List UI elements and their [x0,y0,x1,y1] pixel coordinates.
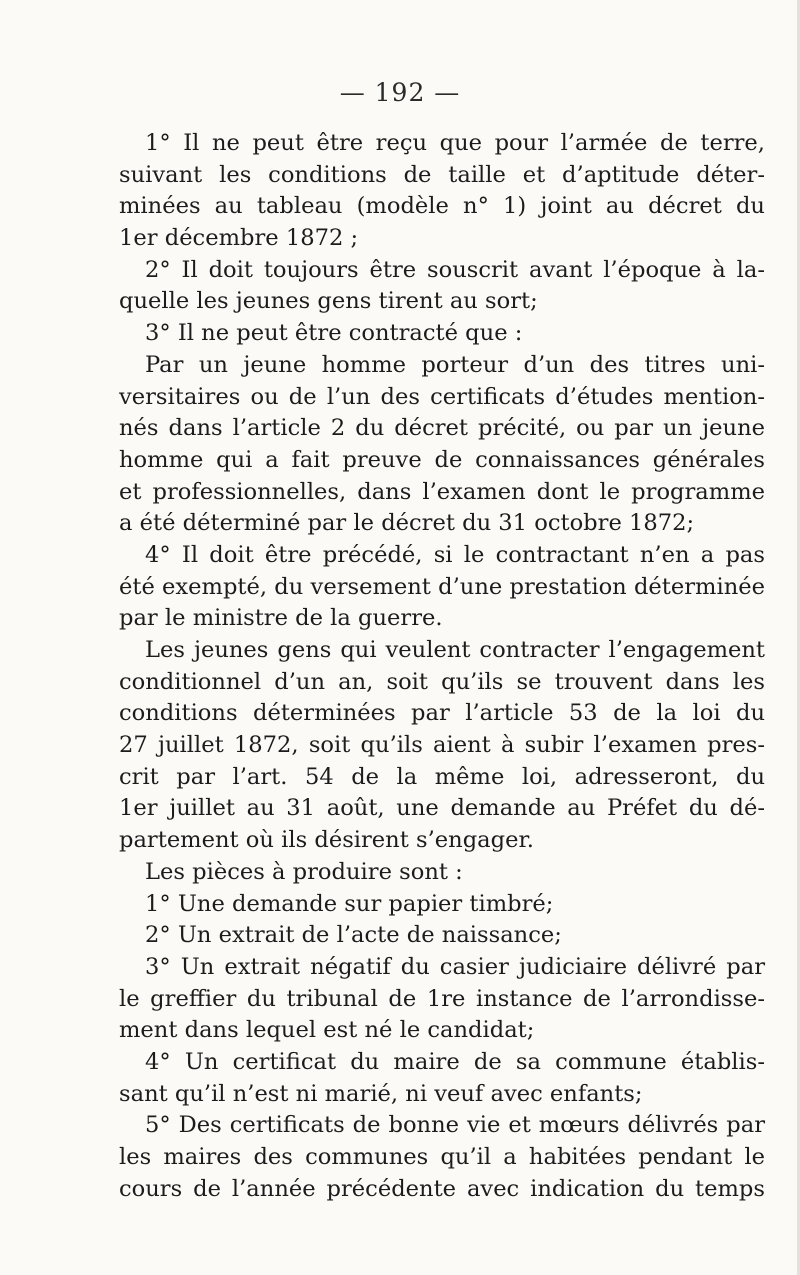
text-line: les maires des communes qu’il a habitées pendant le [119,1144,765,1170]
text-line: 3° Un extrait négatif du casier judiciaire délivré par [145,953,765,980]
text-line: quelle les jeunes gens tirent au sort; [119,288,538,315]
text-line: 5° Des certificats de bonne vie et mœurs délivrés par [145,1112,765,1139]
text-line: 4° Il doit être précédé, si le contractant n’en a pas [145,541,765,568]
text-line: Par un jeune homme porteur d’un des titres uni- [145,351,765,378]
text-line: 1er juillet au 31 août, une demande au Préfet du dé- [119,795,765,822]
text-line: 3° Il ne peut être contracté que : [145,320,523,347]
text-line: nés dans l’article 2 du décret précité, ou par un jeune [119,415,765,442]
text-line: 27 juillet 1872, soit qu’ils aient à subir l’examen pres- [119,732,765,759]
text-line: 1° Il ne peut être reçu que pour l’armée de terre, [145,130,765,156]
text-line: 2° Un extrait de l’acte de naissance; [145,922,562,949]
text-line: 1° Une demande sur papier timbré; [145,890,554,917]
text-line: 4° Un certificat du maire de sa commune établis- [145,1048,765,1075]
text-line: sant qu’il n’est ni marié, ni veuf avec enfants; [119,1080,643,1107]
text-line: 2° Il doit toujours être souscrit avant l’époque à la- [145,256,765,283]
text-line: conditionnel d’un an, soit qu’ils se trouvent dans les [119,668,765,695]
text-line: Les jeunes gens qui veulent contracter l’engagement [145,637,765,663]
text-line: 1er décembre 1872 ; [119,225,359,252]
text-line: Les pièces à produire sont : [145,858,463,885]
text-line: cours de l’année précédente avec indication du temps [119,1175,765,1202]
text-line: conditions déterminées par l’article 53 de la loi du [119,700,765,727]
page-number: — 192 — [339,78,461,107]
text-line: partement où ils désirent s’engager. [119,827,534,854]
text-line: par le ministre de la guerre. [119,605,443,632]
text-line: été exempté, du versement d’une prestation déterminée [119,573,765,600]
text-line: le greffier du tribunal de 1re instance de l’arrondisse- [119,985,765,1012]
text-line: ment dans lequel est né le candidat; [119,1017,535,1044]
text-line: minées au tableau (modèle n° 1) joint au décret du [119,193,765,220]
text-line: a été déterminé par le décret du 31 octobre 1872; [119,510,695,537]
text-line: suivant les conditions de taille et d’aptitude déter- [119,161,765,188]
text-line: homme qui a fait preuve de connaissances générales [119,446,765,473]
text-line: versitaires ou de l’un des certificats d’études mention- [119,383,765,410]
text-line: crit par l’art. 54 de la même loi, adresseront, du [119,763,765,790]
body-text [119,128,765,1205]
text-line: et professionnelles, dans l’examen dont le programme [119,478,765,505]
